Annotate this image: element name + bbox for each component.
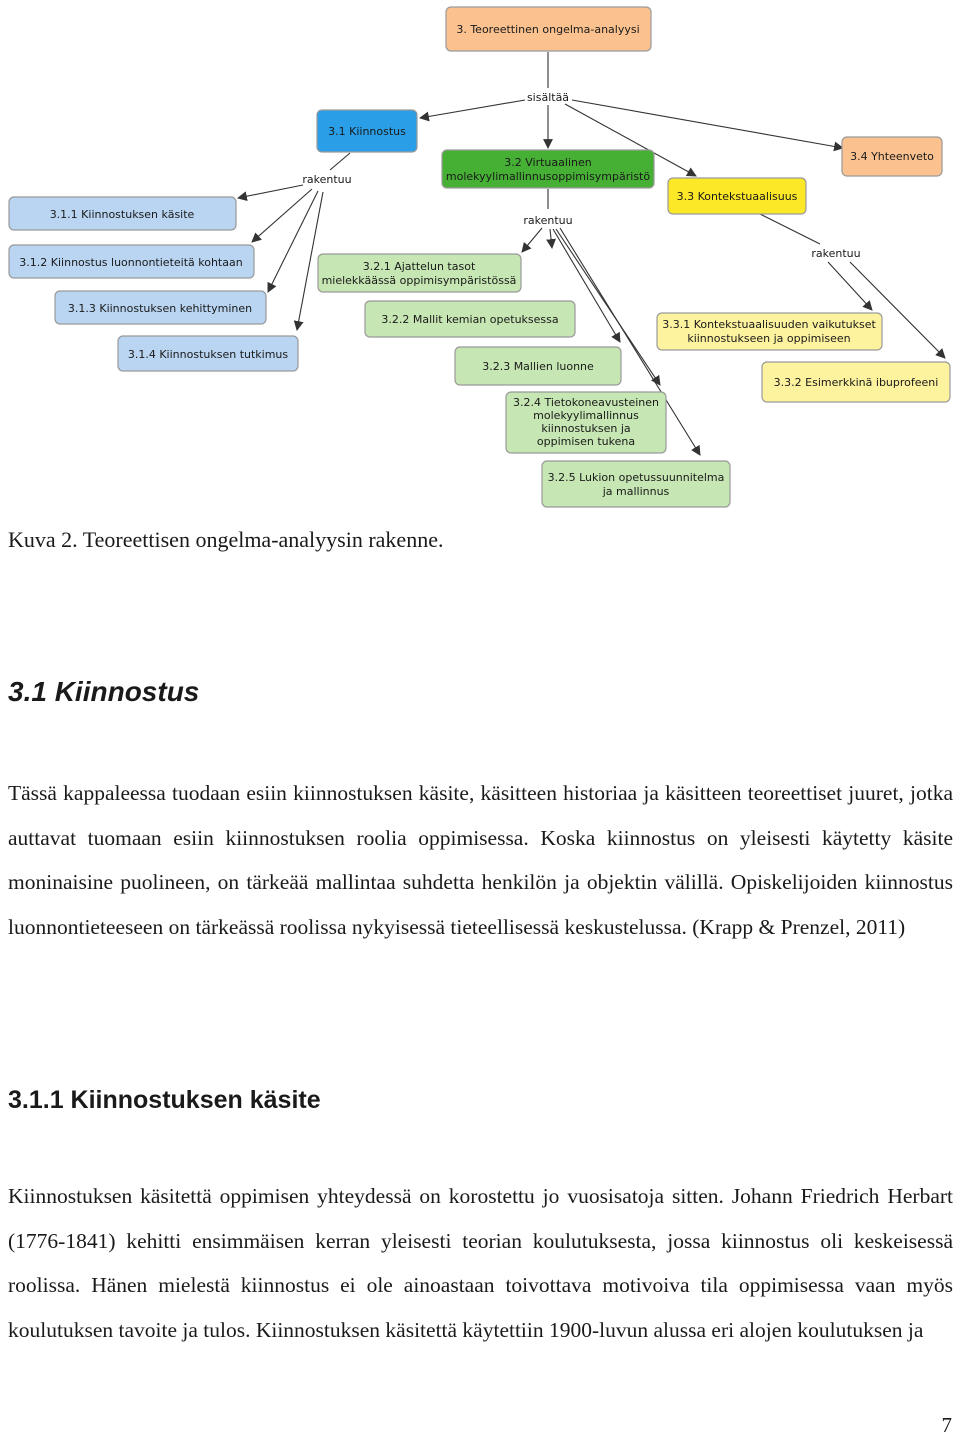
node-3-1 — [317, 110, 417, 152]
node-3-1-1-label: 3.1.1 Kiinnostuksen käsite — [49, 208, 195, 221]
relation-label-builds-33: rakentuu — [811, 247, 861, 260]
node-3-2-2 — [365, 301, 575, 337]
node-3-3-1-label-2: kiinnostukseen ja oppimiseen — [687, 332, 851, 345]
relation-label-builds-32: rakentuu — [523, 214, 573, 227]
node-3-2-1-label-2: mielekkäässä oppimisympäristössä — [321, 274, 517, 287]
node-3-2-label-1: 3.2 Virtuaalinen — [504, 156, 592, 169]
edge-rel32-to-322 — [550, 229, 552, 248]
node-3-1-3-label: 3.1.3 Kiinnostuksen kehittyminen — [67, 302, 253, 315]
node-3-2-3-label: 3.2.3 Mallien luonne — [482, 360, 594, 373]
node-3-2-4-label-3: kiinnostuksen ja — [541, 422, 631, 435]
edge-rel31-to-311 — [238, 185, 303, 198]
node-3-2 — [442, 150, 654, 188]
node-3-2-5-label-2: ja mallinnus — [602, 485, 670, 498]
node-3-4-label: 3.4 Yhteenveto — [850, 150, 934, 163]
node-3-2-label-2: molekyylimallinnusoppimisympäristö — [445, 170, 651, 183]
node-3-1-2-label: 3.1.2 Kiinnostus luonnontieteitä kohtaan — [19, 256, 243, 269]
section-heading: 3.1 Kiinnostus — [8, 676, 200, 707]
node-3-2-4-label-4: oppimisen tukena — [536, 435, 636, 448]
figure-caption: Kuva 2. Teoreettisen ongelma-analyysin rakenne. — [8, 527, 444, 552]
node-3-3-2 — [762, 362, 950, 402]
node-3-2-5-label-1: 3.2.5 Lukion opetussuunnitelma — [547, 471, 725, 484]
node-3-2-5 — [542, 461, 730, 507]
node-3-1-4-label: 3.1.4 Kiinnostuksen tutkimus — [127, 348, 289, 361]
edge-31-to-rel — [330, 153, 350, 170]
node-3-2-4-label-1: 3.2.4 Tietokoneavusteinen — [513, 396, 659, 409]
node-root — [446, 7, 651, 51]
edge-33-to-rel — [760, 214, 820, 244]
subsection-heading: 3.1.1 Kiinnostuksen käsite — [8, 1086, 321, 1114]
edge-relation-to-31 — [420, 100, 525, 118]
relation-label-contains: sisältää — [526, 91, 570, 104]
node-root-label: 3. Teoreettinen ongelma-analyysi — [456, 23, 640, 36]
node-3-2-3 — [455, 347, 621, 385]
node-3-1-2 — [9, 245, 254, 278]
node-3-2-1 — [318, 254, 521, 292]
node-3-3-2-label: 3.3.2 Esimerkkinä ibuprofeeni — [773, 376, 939, 389]
node-3-2-4 — [506, 392, 666, 453]
body-paragraph-2: Kiinnostuksen käsitettä oppimisen yhteydessä on korostettu jo vuosisatoja sitten. Johann Friedrich Herbart (1776-1841) kehitti ensimmäisen kerran yleisesti teorian koulutuksesta, jossa kiinnostus oli keskeisessä roolissa. Hänen mielestä kiinnostus ei ole ainoastaan toivottava motivoiva tila oppimisessa vaan myös koulutuksen tavoite ja tulos. Kiinnostuksen käsitettä käytettiin 1900-luvun alussa eri alojen koulutuksen ja — [8, 1184, 953, 1342]
edge-rel32-to-321 — [522, 228, 542, 252]
concept-map — [0, 0, 960, 520]
node-3-1-3 — [55, 291, 266, 324]
node-3-3-label: 3.3 Kontekstuaalisuus — [676, 190, 798, 203]
node-3-1-label: 3.1 Kiinnostus — [328, 125, 406, 138]
node-3-2-4-label-2: molekyylimallinnus — [533, 409, 639, 422]
page-number: 7 — [941, 1413, 952, 1437]
edge-rel31-to-312 — [252, 189, 312, 242]
edge-rel33-to-331 — [828, 262, 872, 310]
node-3-3-1 — [657, 313, 882, 350]
edge-relation-to-34 — [572, 100, 843, 148]
node-3-3-1-label-1: 3.3.1 Kontekstuaalisuuden vaikutukset — [662, 318, 876, 331]
node-3-1-1 — [9, 197, 236, 230]
node-3-4 — [842, 137, 942, 176]
body-paragraph-1: Tässä kappaleessa tuodaan esiin kiinnostuksen käsite, käsitteen historiaa ja käsitteen teoreettiset juuret, jotka auttavat tuomaan esiin kiinnostuksen roolia oppimisessa. Koska kiinnostus on yleisesti käytetty käsite moninaisine puolineen, on tärkeää mallintaa suhdetta henkilön ja objektin välillä. Opiskelijoiden kiinnostus luonnontieteeseen on tärkeässä roolissa nykyisessä tieteellisessä keskustelussa. (Krapp & Prenzel, 2011) — [8, 781, 953, 939]
node-3-3 — [668, 178, 806, 214]
node-3-2-1-label-1: 3.2.1 Ajattelun tasot — [362, 260, 476, 273]
relation-label-builds-31: rakentuu — [302, 173, 352, 186]
node-3-1-4 — [118, 336, 298, 371]
node-3-2-2-label: 3.2.2 Mallit kemian opetuksessa — [381, 313, 559, 326]
